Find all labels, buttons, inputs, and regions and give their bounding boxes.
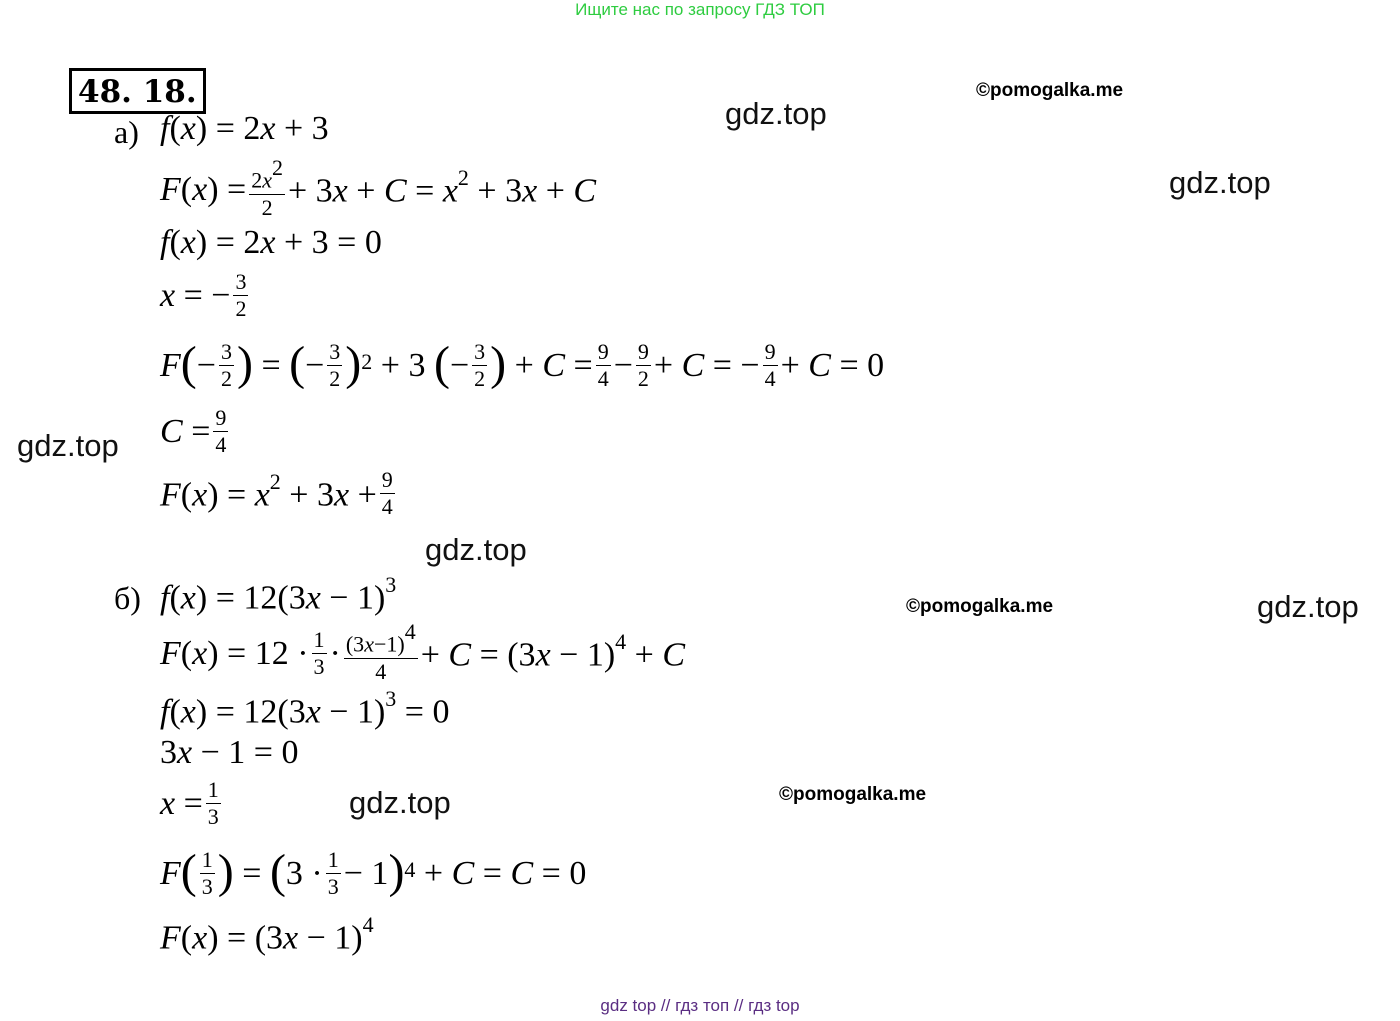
pomogalka-watermark-1: ©pomogalka.me xyxy=(976,80,1124,101)
gdz-watermark-2: gdz.top xyxy=(1169,165,1271,200)
equation-b5: x = $\frac{1}{3}$ xyxy=(160,777,219,830)
equation-a6: C = $\frac{9}{4}$ xyxy=(160,405,227,458)
equation-b3: $f(x) = 12(3x - 1)^3 = 0$ xyxy=(160,686,450,731)
gdz-watermark-3: gdz.top xyxy=(17,428,119,463)
equation-b6: F ( $\frac{1}{3}$ ) = ( 3 · $\frac{1}{3}$ − 1 ) $^4$ + C = C = 0 xyxy=(160,844,587,900)
pomogalka-watermark-3: ©pomogalka.me xyxy=(779,784,927,805)
part-b-label: б) xyxy=(114,580,141,616)
equation-b1: $f(x) = 12(3x - 1)^3$ xyxy=(160,572,397,617)
gdz-watermark-1: gdz.top xyxy=(725,96,827,131)
problem-number: 48. 18. xyxy=(69,68,206,114)
equation-a5: F ( − $\frac{3}{2}$ ) = ( − $\frac{3}{2}$ ) $^2$ + 3 ( − $\frac{3}{2}$ ) + C = $\frac{9}{4}$ − $\frac{9}{2}$ + C = − $\frac{9}{4}$ + C = 0 xyxy=(160,336,885,392)
equation-b2: F(x) = 12 · $\frac{1}{3}$ · $\frac{(3x-1)^4}{4}$ + $C = (3x - 1)^4 + C$ xyxy=(160,619,686,684)
equation-a7: $F(x) = x^2 + 3x$ + $\frac{9}{4}$ xyxy=(160,467,393,520)
equation-b4: 3x − 1 = 0 xyxy=(160,734,299,771)
footer-links: gdz top // гдз топ // гдз top xyxy=(600,996,800,1015)
equation-a2: F(x) = $\frac{2x^2}{2}$ + $3x + C = x^2 + 3x + C$ xyxy=(160,155,597,220)
pomogalka-watermark-2: ©pomogalka.me xyxy=(906,596,1054,617)
equation-a3: f(x) = 2x + 3 = 0 xyxy=(160,224,382,261)
gdz-watermark-5: gdz.top xyxy=(1257,589,1359,624)
equation-a4: x = − $\frac{3}{2}$ xyxy=(160,269,247,322)
equation-a1: f(x) = 2x + 3 xyxy=(160,110,329,147)
gdz-watermark-4: gdz.top xyxy=(425,532,527,567)
part-a-label: а) xyxy=(114,114,139,150)
top-banner: Ищите нас по запросу ГДЗ ТОП xyxy=(575,0,825,19)
equation-b7: $F(x) = (3x - 1)^4$ xyxy=(160,912,374,957)
gdz-watermark-6: gdz.top xyxy=(349,785,451,820)
